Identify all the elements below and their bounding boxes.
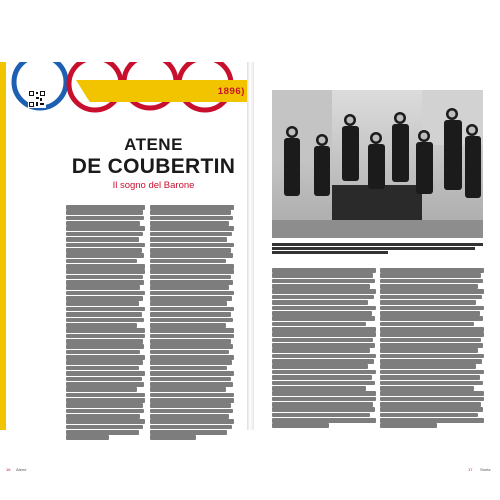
text-line: [150, 344, 233, 349]
text-line: [66, 210, 143, 215]
book-gutter: [247, 62, 254, 430]
text-line: [380, 295, 482, 300]
text-line: [380, 268, 484, 273]
text-line: [272, 354, 376, 359]
year-label: 1896): [217, 86, 245, 97]
text-line: [150, 350, 229, 355]
text-line: [66, 328, 145, 333]
text-line: [150, 425, 232, 430]
text-line: [66, 285, 140, 290]
text-line: [66, 296, 143, 301]
text-line: [272, 386, 366, 391]
text-line: [380, 381, 483, 386]
text-line: [380, 370, 484, 375]
text-line: [66, 205, 145, 210]
text-line: [66, 269, 145, 274]
text-line: [272, 289, 376, 294]
text-line: [150, 296, 232, 301]
text-line: [66, 307, 145, 312]
text-line: [272, 418, 376, 423]
text-line: [66, 350, 140, 355]
text-line: [150, 210, 231, 215]
text-line: [66, 366, 139, 371]
text-line: [380, 354, 484, 359]
text-line: [66, 232, 143, 237]
section-label-left: Atene: [16, 467, 27, 472]
text-line: [150, 216, 233, 221]
text-line: [150, 291, 234, 296]
text-line: [66, 339, 143, 344]
text-line: [66, 334, 145, 339]
text-line: [150, 205, 234, 210]
text-line: [150, 387, 226, 392]
text-line: [272, 413, 370, 418]
text-line: [150, 237, 227, 242]
text-line: [66, 243, 145, 248]
historic-group-photo: [272, 90, 483, 238]
text-line: [150, 430, 227, 435]
text-line: [150, 377, 231, 382]
text-line: [380, 332, 484, 337]
text-line: [380, 343, 483, 348]
text-line: [150, 323, 226, 328]
text-line: [66, 377, 142, 382]
text-line: [66, 382, 144, 387]
text-line: [150, 355, 234, 360]
text-line: [66, 291, 145, 296]
text-line: [272, 251, 388, 254]
text-line: [66, 414, 140, 419]
text-line: [66, 216, 144, 221]
text-line: [380, 397, 484, 402]
text-line: [272, 279, 375, 284]
text-line: [272, 407, 375, 412]
text-line: [150, 398, 234, 403]
text-line: [272, 348, 370, 353]
text-line: [380, 322, 474, 327]
text-line: [380, 407, 483, 412]
text-line: [272, 370, 376, 375]
text-line: [150, 382, 233, 387]
text-line: [150, 312, 231, 317]
text-line: [150, 409, 233, 414]
text-line: [150, 334, 234, 339]
text-line: [66, 226, 145, 231]
text-line: [66, 403, 143, 408]
text-line: [380, 413, 478, 418]
text-line: [272, 423, 329, 428]
text-line: [380, 364, 476, 369]
text-line: [380, 289, 484, 294]
text-line: [150, 221, 229, 226]
text-line: [272, 322, 366, 327]
text-line: [380, 284, 478, 289]
text-line: [272, 359, 374, 364]
section-label-right: Storia: [480, 467, 491, 472]
text-line: [272, 364, 368, 369]
text-line: [66, 409, 144, 414]
text-line: [66, 312, 142, 317]
text-line: [380, 338, 481, 343]
text-line: [66, 323, 137, 328]
text-line: [150, 269, 234, 274]
chapter-subtitle: Il sogno del Barone: [112, 180, 195, 191]
text-line: [272, 327, 376, 332]
text-line: [150, 307, 234, 312]
text-line: [66, 430, 139, 435]
photo-caption: [272, 243, 483, 255]
text-line: [150, 248, 231, 253]
text-line: [272, 311, 372, 316]
text-line: [66, 387, 137, 392]
text-line: [272, 295, 374, 300]
body-text-column-1: [66, 205, 145, 441]
text-line: [380, 391, 484, 396]
text-line: [380, 316, 483, 321]
text-line: [66, 360, 143, 365]
text-line: [150, 226, 234, 231]
text-line: [272, 375, 372, 380]
text-line: [66, 280, 144, 285]
text-line: [150, 371, 234, 376]
text-line: [66, 344, 144, 349]
text-line: [272, 243, 483, 246]
text-line: [380, 311, 480, 316]
text-line: [150, 243, 234, 248]
chapter-title-name: DE COUBERTIN: [71, 155, 236, 178]
text-line: [150, 232, 232, 237]
text-line: [380, 418, 484, 423]
text-line: [380, 375, 480, 380]
text-line: [272, 381, 375, 386]
text-line: [66, 253, 144, 258]
text-line: [272, 300, 368, 305]
text-line: [150, 366, 227, 371]
text-line: [66, 264, 145, 269]
text-line: [66, 237, 139, 242]
text-line: [150, 360, 232, 365]
text-line: [150, 285, 229, 290]
text-line: [66, 425, 143, 430]
text-line: [150, 253, 233, 258]
text-line: [66, 419, 145, 424]
text-line: [272, 397, 376, 402]
text-line: [272, 343, 375, 348]
text-line: [150, 301, 227, 306]
text-line: [380, 300, 476, 305]
text-line: [272, 332, 376, 337]
text-line: [150, 393, 234, 398]
text-line: [272, 402, 373, 407]
body-text-column-2: [150, 205, 234, 441]
text-line: [150, 264, 234, 269]
chapter-title-city: ATENE: [124, 135, 183, 154]
text-line: [272, 391, 376, 396]
text-line: [272, 316, 375, 321]
qr-code-icon: [28, 90, 46, 108]
text-line: [272, 338, 373, 343]
text-line: [66, 355, 145, 360]
text-line: [150, 328, 234, 333]
text-line: [66, 248, 142, 253]
text-line: [272, 284, 370, 289]
text-line: [150, 275, 231, 280]
text-line: [66, 275, 143, 280]
right-body-text-column-2: [380, 268, 484, 429]
text-line: [66, 221, 140, 226]
text-line: [66, 398, 145, 403]
text-line: [272, 247, 475, 250]
right-body-text-column-1: [272, 268, 376, 429]
text-line: [150, 259, 226, 264]
text-line: [150, 419, 234, 424]
page-number-right: 17: [468, 467, 473, 472]
text-line: [66, 318, 144, 323]
text-line: [380, 348, 478, 353]
text-line: [272, 306, 376, 311]
text-line: [150, 435, 196, 440]
text-line: [380, 306, 484, 311]
text-line: [150, 414, 229, 419]
text-line: [380, 423, 437, 428]
text-line: [150, 280, 233, 285]
text-line: [380, 279, 483, 284]
text-line: [150, 403, 231, 408]
text-line: [150, 339, 231, 344]
page-number-left: 16: [6, 467, 11, 472]
text-line: [380, 386, 474, 391]
text-line: [380, 359, 482, 364]
text-line: [150, 318, 233, 323]
text-line: [66, 371, 145, 376]
text-line: [380, 273, 481, 278]
text-line: [66, 301, 139, 306]
text-line: [380, 402, 481, 407]
text-line: [66, 393, 145, 398]
text-line: [380, 327, 484, 332]
text-line: [272, 273, 373, 278]
text-line: [66, 259, 137, 264]
text-line: [66, 435, 109, 440]
text-line: [272, 268, 376, 273]
